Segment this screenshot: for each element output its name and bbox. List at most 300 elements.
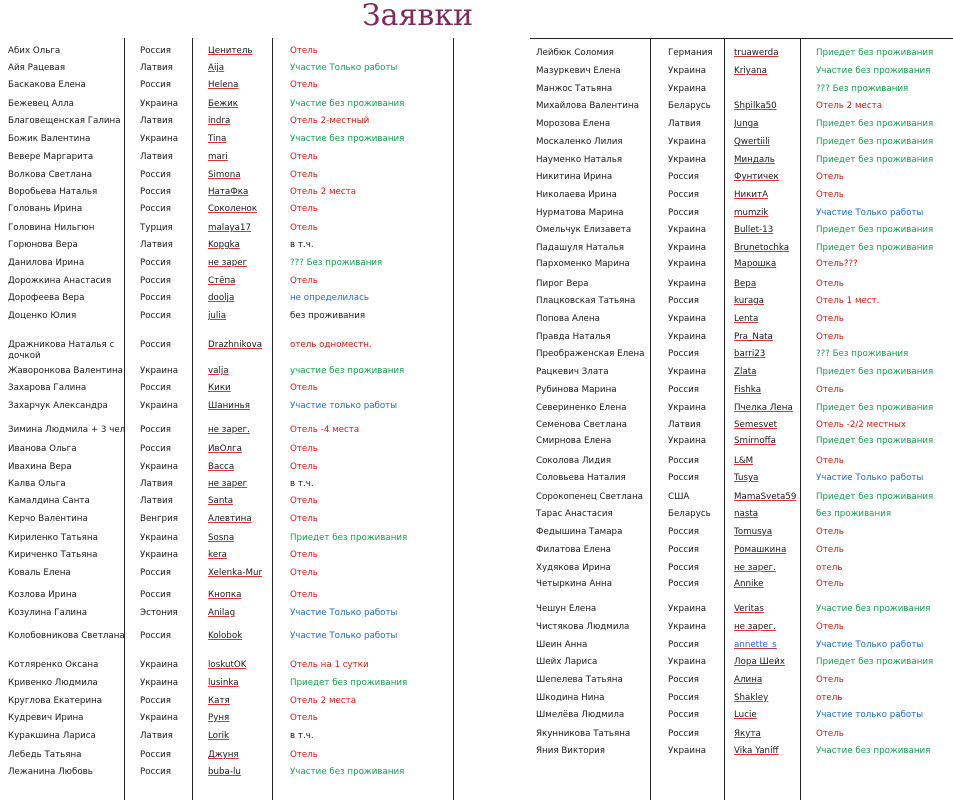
applicant-nickname: Vika Yaniff [734,746,779,756]
applicant-country: Беларусь [668,509,711,519]
application-status: Отель??? [816,259,858,269]
table-row [0,101,953,118]
applicant-name: Пирог Вера [536,279,589,289]
applicant-nickname: Kopgka [208,240,240,250]
applicant-name: Айя Рацевая [8,63,66,73]
applicant-name: Чешун Елена [536,604,597,614]
applicant-name: Морозова Елена [536,119,611,129]
application-status: Отель [290,80,318,90]
applicant-nickname: MamaSveta59 [734,492,797,502]
applicant-country: Россия [140,444,171,454]
application-status: Участие без проживания [816,746,931,756]
applicant-country: Россия [140,204,171,214]
applicant-name: Иванова Ольга [8,444,77,454]
applicant-country: Россия [140,311,171,321]
application-status: Отель [290,276,318,286]
applicant-nickname: Helena [208,80,239,90]
application-status: Отель -4 места [290,425,360,435]
applicant-nickname: Джуня [208,750,239,760]
table-row [0,693,953,710]
applicant-nickname: Sosna [208,533,235,543]
applicant-country: Россия [668,563,699,573]
applicant-name: Соколова Лидия [536,456,612,466]
table-row [0,48,953,65]
applicant-name: Котляренко Оксана [8,660,99,670]
applicant-name: Баскакова Елена [8,80,86,90]
application-status: Отель [290,514,318,524]
applicant-nickname: Марошка [734,259,777,269]
application-status: Участие только работы [290,401,398,411]
application-status: Отель [290,750,318,760]
applicant-country: Украина [140,366,179,376]
application-status: Отель 2 места [290,696,357,706]
applicant-nickname: mari [208,152,228,162]
application-status: не определилась [290,293,369,303]
applicant-name: Николаева Ирина [536,190,617,200]
applicant-nickname: mumzik [734,208,769,218]
application-status: Отель [290,496,318,506]
applicant-nickname: Santa [208,496,234,506]
applicant-name: Волкова Светлана [8,170,93,180]
application-status: Участие Только работы [290,608,398,618]
applicant-name: Лебедь Татьяна [8,750,82,760]
applicant-name: Никитина Ирина [536,172,613,182]
applicant-name: Сорокопенец Светлана [536,492,643,502]
applicant-name: Тарас Анастасия [536,509,613,519]
application-status: Участие Только работы [290,631,398,641]
applicant-nickname: Вера [734,279,757,289]
application-status: Отель [816,527,844,537]
applicant-country: Украина [668,279,707,289]
table-row [0,579,953,596]
applicant-name: Куракшина Лариса [8,731,96,741]
applicant-name: Головина Нильгюн [8,223,95,233]
applicant-nickname: Lucie [734,710,757,720]
application-status: Приедет без проживания [816,436,934,446]
application-status: Участие без проживания [816,604,931,614]
application-status: Приедет без проживания [816,403,934,413]
applicant-nickname: Pra_Nata [734,332,773,342]
applicant-country: Россия [668,473,699,483]
applicant-nickname: ИвОлга [208,444,242,454]
applicant-name: Рацкевич Злата [536,367,609,377]
applicant-country: Латвия [140,479,173,489]
applicant-nickname: Semesvet [734,420,778,430]
applicant-nickname: nasta [734,509,759,519]
applicant-name: Кудревич Ирина [8,713,84,723]
applicant-country: Украина [668,332,707,342]
header-rule [530,38,953,39]
application-status: Отель 2 места [290,187,357,197]
applicant-country: Украина [668,604,707,614]
application-status: Участие Только работы [816,640,924,650]
application-status: Участие Только работы [816,208,924,218]
applicant-nickname: Кики [208,383,231,393]
applicant-name: Дорофеева Вера [8,293,85,303]
applicant-nickname: Fishka [734,385,762,395]
applicant-nickname: Kriyana [734,66,767,76]
application-status: Отель [816,279,844,289]
applicant-country: Украина [668,436,707,446]
application-status: Отель [290,713,318,723]
applicant-country: Россия [140,425,171,435]
applicant-name: Шмелёва Людмила [536,710,625,720]
applicant-country: Россия [668,710,699,720]
application-status: Отель [816,729,844,739]
applicant-nickname: malaya17 [208,223,252,233]
applicant-country: Россия [668,640,699,650]
table-row [0,172,953,189]
applicant-nickname: julia [208,311,227,321]
applicant-country: Украина [668,225,707,235]
applicant-nickname: kuraga [734,296,765,306]
applicant-country: США [668,492,690,502]
application-status: без проживания [816,509,892,519]
application-status: в т.ч. [290,240,314,250]
application-status: Отель [290,223,318,233]
applicant-nickname: Кнопка [208,590,242,600]
applicant-name: Мазуркевич Елена [536,66,621,76]
applicant-nickname: Tomusya [734,527,773,537]
applicant-name: Ивахина Вера [8,462,72,472]
applicant-nickname: Соколенок [208,204,258,214]
applicant-nickname: valja [208,366,229,376]
applicant-name: Манжос Татьяна [536,84,613,94]
applicant-country: Латвия [668,420,701,430]
applicant-name: Жаворонкова Валентина [8,366,123,376]
applicant-nickname: не зарег. [734,563,776,573]
applicant-nickname: Tina [208,134,227,144]
application-status: Участие только работы [816,710,924,720]
table-row [0,473,953,490]
applicant-country: Россия [668,190,699,200]
application-status: Участие Только работы [290,63,398,73]
applicant-name: Москаленко Лилия [536,137,623,147]
applicant-country: Латвия [140,496,173,506]
applicant-nickname: doolja [208,293,235,303]
application-status: без проживания [290,311,366,321]
applicant-name: Горюнова Вера [8,240,78,250]
table-row [0,767,953,784]
application-status: Приедет без проживания [816,657,934,667]
applicant-name: Божик Валентина [8,134,91,144]
applicant-name: Шейх Лариса [536,657,598,667]
applicant-nickname: не зарег. [208,425,250,435]
application-status: Участие без проживания [290,767,405,777]
applicant-nickname: kera [208,550,227,560]
applicant-nickname: не зарег [208,258,248,268]
applicant-name: Падашуля Наталья [536,243,624,253]
applicant-country: Украина [140,550,179,560]
applicant-nickname: Ценитель [208,46,253,56]
applicant-country: Россия [140,767,171,777]
applicant-country: Латвия [140,63,173,73]
applicant-country: Украина [668,367,707,377]
application-status: Отель [290,383,318,393]
applicant-name: Науменко Наталья [536,155,623,165]
applicant-country: Германия [668,48,713,58]
applicant-nickname: Simona [208,170,241,180]
table-row [0,492,953,509]
applicant-country: Украина [668,622,707,632]
applicant-nickname: annette_s [734,640,777,650]
applicant-name: Кривенко Людмила [8,678,98,688]
application-status: в т.ч. [290,479,314,489]
applicant-nickname: Brunetochka [734,243,790,253]
applicant-country: Украина [668,657,707,667]
application-status: Отель [816,332,844,342]
applicant-name: Преображенская Елена [536,349,645,359]
applicant-name: Камалдина Санта [8,496,90,506]
application-status: Приедет без проживания [816,155,934,165]
application-status: Приедет без проживания [816,492,934,502]
applicant-country: Украина [668,314,707,324]
applicant-name: Коваль Елена [8,568,71,578]
applicant-country: Россия [140,276,171,286]
applicant-nickname: Shpilka50 [734,101,777,111]
applicant-nickname: Стёпа [208,276,236,286]
applicant-name: Шкодина Нина [536,693,605,703]
applicant-nickname: loskutOK [208,660,247,670]
applicant-country: Россия [668,675,699,685]
table-row [0,509,953,526]
applicant-country: Латвия [140,731,173,741]
table-row [0,296,953,313]
applicant-nickname: Васса [208,462,235,472]
applicant-name: Дражникова Наталья с дочкой [8,340,115,361]
table-row [0,420,953,437]
application-status: Приедет без проживания [816,367,934,377]
application-status: Участие без проживания [290,99,405,109]
applicant-name: Севериненко Елена [536,403,627,413]
applicant-name: Захарова Галина [8,383,87,393]
application-status: Приедет без проживания [290,678,408,688]
application-status: Отель [290,462,318,472]
applicant-name: Омельчук Елизавета [536,225,632,235]
applicant-country: Россия [668,456,699,466]
application-status: Отель [290,204,318,214]
applicant-country: Россия [668,349,699,359]
applicant-country: Россия [668,729,699,739]
applicant-country: Россия [140,383,171,393]
applicant-name: Рубинова Марина [536,385,617,395]
applicant-nickname: не зарег [208,479,248,489]
applicant-country: Украина [140,660,179,670]
applicant-name: Зимина Людмила + 3 чел [8,425,126,435]
application-status: Отель [290,152,318,162]
applicant-nickname: L&M [734,456,754,466]
application-status: Отель 2-местный [290,116,370,126]
table-row [0,746,953,763]
table-row [0,137,953,154]
applicant-nickname: Лора Шейх [734,657,785,667]
table-row [0,332,953,349]
application-status: Отель 1 мест. [816,296,880,306]
application-status: Отель [816,622,844,632]
applicant-country: Украина [140,99,179,109]
application-status: Приедет без проживания [816,48,934,58]
table-row [0,675,953,692]
applicant-country: Россия [140,80,171,90]
table-row [0,403,953,420]
applicant-country: Венгрия [140,514,178,524]
applicant-name: Чистякова Людмила [536,622,630,632]
applicant-nickname: Пчелка Лена [734,403,793,413]
applicant-country: Украина [140,533,179,543]
table-row [0,119,953,136]
applicant-nickname: не зарег. [734,622,776,632]
application-status: Отель [290,170,318,180]
applicant-name: Кириченко Татьяна [8,550,98,560]
applicant-country: Россия [668,579,699,589]
applicant-name: Пархоменко Марина [536,259,630,269]
applicant-country: Россия [140,631,171,641]
application-status: участие без проживания [290,366,405,376]
applicant-country: Латвия [668,119,701,129]
application-status: Отель [816,314,844,324]
applicant-name: Смирнова Елена [536,436,612,446]
table-row [0,640,953,657]
application-status: Приедет без проживания [816,137,934,147]
applicant-name: Филатова Елена [536,545,611,555]
applicant-country: Украина [140,134,179,144]
applicant-nickname: НатаФка [208,187,249,197]
applicant-name: Михайлова Валентина [536,101,639,111]
applicant-country: Россия [668,296,699,306]
applicant-name: Дорожкина Анастасия [8,276,112,286]
applicant-nickname: Катя [208,696,230,706]
application-status: Приедет без проживания [816,243,934,253]
application-status: в т.ч. [290,731,314,741]
applicant-name: Головань Ирина [8,204,83,214]
applicant-name: Бежевец Алла [8,99,74,109]
applicant-name: Федышина Тамара [536,527,623,537]
applicant-nickname: truawerda [734,48,779,58]
table-row [0,208,953,225]
application-status: Отель [816,172,844,182]
applicant-nickname: barri23 [734,349,766,359]
applicant-name: Попова Алена [536,314,600,324]
application-status: отель [816,563,843,573]
table-row [0,66,953,83]
applicant-nickname: НикитА [734,190,769,200]
table-row [0,279,953,296]
application-status: ??? Без проживания [816,84,909,94]
applicant-nickname: indra [208,116,231,126]
applicant-country: Украина [668,243,707,253]
applicant-nickname: Qwertiili [734,137,770,147]
applicant-country: Латвия [140,240,173,250]
applicant-name: Воробьева Наталья [8,187,98,197]
application-status: Отель [816,579,844,589]
application-status: Отель [290,590,318,600]
application-status: Отель [816,456,844,466]
application-status: Приедет без проживания [290,533,408,543]
table-row [0,710,953,727]
applicant-nickname: Бежик [208,99,239,109]
application-status: Приедет без проживания [816,119,934,129]
applicant-name: Худякова Ирина [536,563,611,573]
applicant-country: Россия [668,527,699,537]
applicant-country: Украина [140,401,179,411]
applicant-country: Украина [140,678,179,688]
applicant-country: Украина [668,403,707,413]
applicant-nickname: Шанинья [208,401,250,411]
applicant-nickname: Veritas [734,604,764,614]
table-row [0,155,953,172]
application-status: Отель -2/2 местных [816,420,906,430]
application-status: Участие без проживания [816,66,931,76]
table-row [0,456,953,473]
applicant-country: Украина [668,84,707,94]
table-row [0,729,953,746]
applicant-nickname: Shakley [734,693,769,703]
applicant-country: Россия [140,187,171,197]
applicant-name: Якунникова Татьяна [536,729,631,739]
applicant-country: Россия [140,258,171,268]
application-status: ??? Без проживания [290,258,383,268]
application-status: ??? Без проживания [816,349,909,359]
applicant-country: Турция [140,223,173,233]
application-status: Отель 2 места [816,101,883,111]
applicant-name: Яния Виктория [536,746,605,756]
applicant-nickname: buba-lu [208,767,241,777]
applicant-nickname: Anilag [208,608,236,618]
table-row [0,385,953,402]
applicant-country: Украина [140,462,179,472]
applicant-country: Латвия [140,152,173,162]
application-status: Отель [290,568,318,578]
applicant-name: Козлова Ирина [8,590,77,600]
page-title: Заявки [361,0,474,33]
table-row [0,436,953,453]
applicant-nickname: Tusya [734,473,759,483]
applicant-country: Россия [140,696,171,706]
application-status: Участие без проживания [290,134,405,144]
applicant-country: Россия [668,545,699,555]
table-row [0,243,953,260]
table-row [0,190,953,207]
applicant-nickname: Якута [734,729,761,739]
applicant-name: Калва Ольга [8,479,66,489]
applicant-nickname: Annike [734,579,764,589]
applicant-country: Россия [668,172,699,182]
applicant-nickname: Lorik [208,731,230,741]
applicant-name: Шепелева Татьяна [536,675,623,685]
applicant-country: Украина [668,66,707,76]
applicant-nickname: Smirnoffa [734,436,776,446]
application-status: Приедет без проживания [816,225,934,235]
table-row [0,545,953,562]
applicant-country: Россия [140,568,171,578]
application-status: Отель [816,545,844,555]
table-row [0,225,953,242]
applicant-nickname: lusinka [208,678,239,688]
applicant-nickname: Фунтичек [734,172,779,182]
applicant-country: Россия [668,693,699,703]
table-row [0,657,953,674]
applicant-country: Беларусь [668,101,711,111]
applicant-name: Абих Ольга [8,46,61,56]
application-status: Отель [290,444,318,454]
applicant-country: Россия [140,170,171,180]
applicant-name: Соловьева Наталия [536,473,626,483]
applicant-name: Плацковская Татьяна [536,296,636,306]
applicant-name: Нурматова Марина [536,208,624,218]
applicant-country: Россия [140,340,171,350]
applicant-name: Круглова Екатерина [8,696,103,706]
applicant-name: Колобовникова Светлана [8,631,125,641]
